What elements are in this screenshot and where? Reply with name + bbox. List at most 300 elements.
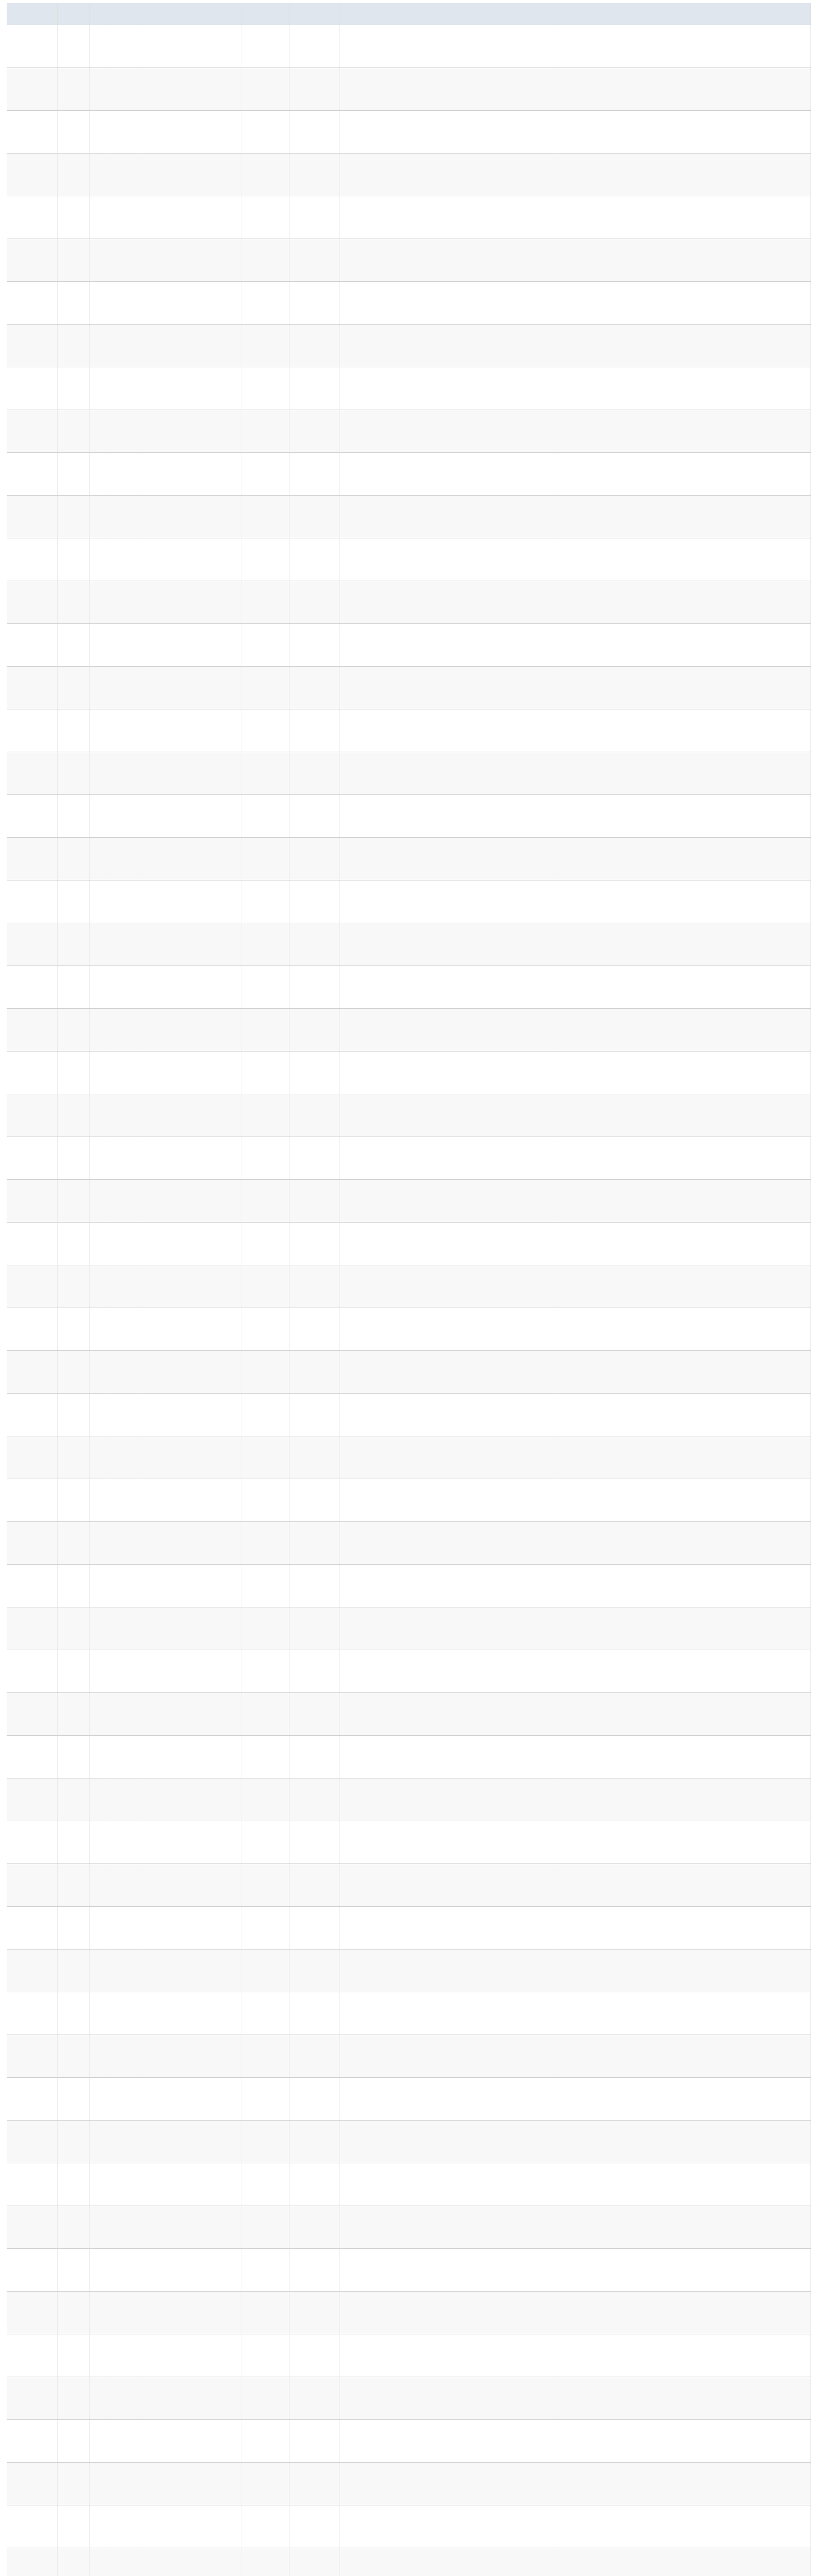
table-cell: [242, 1180, 289, 1223]
table-cell: [57, 1394, 89, 1436]
table-cell: [7, 1607, 57, 1650]
table-cell: [339, 1736, 519, 1778]
table-cell: [110, 923, 144, 966]
table-cell: [242, 795, 289, 838]
table-cell: [519, 1180, 554, 1223]
table-cell: [7, 1864, 57, 1907]
table-cell: [7, 2249, 57, 2292]
table-cell: [289, 410, 339, 453]
table-cell: [57, 752, 89, 795]
table-cell: [110, 667, 144, 709]
table-cell: [339, 1052, 519, 1094]
table-cell: [554, 1436, 810, 1479]
table-cell: [554, 1693, 810, 1736]
table-cell: [519, 1950, 554, 1992]
table-cell: [89, 325, 110, 367]
table-cell: [144, 2163, 242, 2206]
table-cell: [554, 1950, 810, 1992]
table-cell: [144, 111, 242, 154]
table-cell: [519, 367, 554, 410]
table-cell: [7, 367, 57, 410]
table-cell: [110, 581, 144, 624]
table-cell: [289, 111, 339, 154]
table-cell: [57, 538, 89, 581]
evidence-table: [7, 3, 811, 2576]
table-cell: [339, 1479, 519, 1522]
table-cell: [7, 1736, 57, 1778]
table-cell: [289, 2121, 339, 2163]
table-row: [7, 2463, 810, 2505]
table-row: [7, 1950, 810, 1992]
table-cell: [7, 496, 57, 538]
table-cell: [57, 2420, 89, 2463]
table-cell: [242, 1607, 289, 1650]
table-cell: [110, 1736, 144, 1778]
table-cell: [110, 25, 144, 68]
table-cell: [144, 795, 242, 838]
table-cell: [554, 2420, 810, 2463]
table-cell: [339, 1778, 519, 1821]
table-cell: [554, 1009, 810, 1052]
table-cell: [339, 2292, 519, 2334]
column-header: [242, 3, 289, 25]
table-cell: [110, 709, 144, 752]
table-cell: [339, 2078, 519, 2121]
table-cell: [57, 923, 89, 966]
table-cell: [554, 667, 810, 709]
table-cell: [144, 624, 242, 667]
table-cell: [110, 1351, 144, 1394]
table-cell: [554, 2035, 810, 2078]
table-cell: [110, 1522, 144, 1565]
table-cell: [339, 1864, 519, 1907]
table-row: [7, 1650, 810, 1693]
table-cell: [554, 581, 810, 624]
table-cell: [7, 1394, 57, 1436]
table-cell: [242, 2206, 289, 2249]
table-cell: [519, 68, 554, 111]
table-cell: [339, 282, 519, 325]
table-cell: [89, 1137, 110, 1180]
table-cell: [89, 923, 110, 966]
table-cell: [7, 2163, 57, 2206]
column-header: [89, 3, 110, 25]
table-cell: [289, 2206, 339, 2249]
table-cell: [242, 367, 289, 410]
table-cell: [89, 1607, 110, 1650]
table-row: [7, 1094, 810, 1137]
table-cell: [242, 453, 289, 496]
table-cell: [57, 1522, 89, 1565]
table-cell: [144, 196, 242, 239]
table-cell: [57, 1607, 89, 1650]
table-cell: [110, 1223, 144, 1265]
table-cell: [339, 1436, 519, 1479]
table-cell: [57, 880, 89, 923]
table-cell: [89, 282, 110, 325]
table-cell: [89, 2249, 110, 2292]
table-cell: [57, 1736, 89, 1778]
table-cell: [519, 2163, 554, 2206]
table-cell: [144, 1137, 242, 1180]
table-cell: [89, 1992, 110, 2035]
table-cell: [7, 1052, 57, 1094]
table-cell: [144, 2078, 242, 2121]
table-cell: [339, 2163, 519, 2206]
table-cell: [289, 2377, 339, 2420]
table-cell: [554, 2377, 810, 2420]
table-cell: [144, 1479, 242, 1522]
table-cell: [110, 2505, 144, 2548]
table-cell: [89, 1094, 110, 1137]
table-cell: [144, 2035, 242, 2078]
table-cell: [519, 1094, 554, 1137]
table-cell: [89, 25, 110, 68]
table-cell: [289, 367, 339, 410]
table-cell: [519, 667, 554, 709]
table-cell: [7, 1778, 57, 1821]
table-cell: [289, 154, 339, 196]
table-cell: [289, 68, 339, 111]
table-cell: [554, 2463, 810, 2505]
table-cell: [89, 1265, 110, 1308]
table-cell: [110, 282, 144, 325]
table-cell: [89, 1180, 110, 1223]
table-cell: [554, 325, 810, 367]
table-cell: [339, 838, 519, 880]
table-cell: [110, 68, 144, 111]
table-cell: [57, 838, 89, 880]
table-cell: [57, 2206, 89, 2249]
table-row: [7, 1522, 810, 1565]
table-cell: [7, 1565, 57, 1607]
table-cell: [110, 367, 144, 410]
table-cell: [289, 1864, 339, 1907]
table-cell: [242, 1436, 289, 1479]
table-cell: [7, 1436, 57, 1479]
table-cell: [89, 795, 110, 838]
table-cell: [57, 709, 89, 752]
table-cell: [339, 1308, 519, 1351]
table-cell: [519, 1693, 554, 1736]
table-cell: [289, 581, 339, 624]
table-cell: [144, 2292, 242, 2334]
table-cell: [339, 1693, 519, 1736]
table-cell: [110, 880, 144, 923]
table-cell: [7, 1821, 57, 1864]
table-cell: [110, 410, 144, 453]
table-cell: [242, 68, 289, 111]
table-cell: [144, 325, 242, 367]
table-row: [7, 1394, 810, 1436]
table-cell: [89, 2078, 110, 2121]
table-cell: [289, 2035, 339, 2078]
table-row: [7, 1864, 810, 1907]
table-cell: [519, 1436, 554, 1479]
table-cell: [519, 1394, 554, 1436]
table-cell: [554, 2206, 810, 2249]
table-row: [7, 838, 810, 880]
table-cell: [144, 1265, 242, 1308]
column-header: [7, 3, 57, 25]
table-cell: [144, 709, 242, 752]
table-cell: [289, 196, 339, 239]
table-cell: [554, 154, 810, 196]
table-cell: [289, 923, 339, 966]
table-cell: [519, 2249, 554, 2292]
table-cell: [89, 2334, 110, 2377]
table-cell: [554, 2292, 810, 2334]
table-row: [7, 1265, 810, 1308]
table-row: [7, 880, 810, 923]
table-cell: [289, 538, 339, 581]
table-cell: [519, 966, 554, 1009]
table-cell: [339, 325, 519, 367]
table-row: [7, 1009, 810, 1052]
table-cell: [289, 1137, 339, 1180]
table-cell: [144, 752, 242, 795]
table-cell: [144, 410, 242, 453]
table-row: [7, 1778, 810, 1821]
table-body: [7, 25, 810, 2576]
table-cell: [554, 709, 810, 752]
table-cell: [7, 923, 57, 966]
table-cell: [554, 1479, 810, 1522]
table-cell: [339, 196, 519, 239]
table-cell: [339, 2121, 519, 2163]
table-cell: [554, 1394, 810, 1436]
table-cell: [554, 1052, 810, 1094]
table-cell: [242, 239, 289, 282]
table-cell: [110, 2206, 144, 2249]
table-cell: [110, 154, 144, 196]
table-cell: [7, 1009, 57, 1052]
table-row: [7, 2121, 810, 2163]
table-cell: [89, 1052, 110, 1094]
table-cell: [57, 453, 89, 496]
table-row: [7, 239, 810, 282]
table-cell: [554, 1607, 810, 1650]
table-cell: [57, 2292, 89, 2334]
table-row: [7, 2334, 810, 2377]
table-cell: [89, 496, 110, 538]
table-cell: [289, 1950, 339, 1992]
table-cell: [519, 111, 554, 154]
table-cell: [339, 923, 519, 966]
table-cell: [89, 880, 110, 923]
table-cell: [519, 880, 554, 923]
table-cell: [144, 2206, 242, 2249]
table-cell: [289, 325, 339, 367]
table-cell: [289, 1479, 339, 1522]
table-cell: [89, 1693, 110, 1736]
table-cell: [144, 2548, 242, 2576]
table-cell: [242, 1265, 289, 1308]
table-cell: [289, 795, 339, 838]
table-cell: [144, 966, 242, 1009]
table-cell: [289, 1522, 339, 1565]
table-row: [7, 1736, 810, 1778]
table-cell: [242, 1565, 289, 1607]
table-cell: [89, 2463, 110, 2505]
table-cell: [144, 838, 242, 880]
table-cell: [519, 624, 554, 667]
table-cell: [57, 2334, 89, 2377]
table-cell: [144, 2377, 242, 2420]
table-cell: [57, 1778, 89, 1821]
table-cell: [242, 154, 289, 196]
table-cell: [7, 1265, 57, 1308]
table-cell: [242, 1479, 289, 1522]
table-cell: [519, 1308, 554, 1351]
table-cell: [554, 1907, 810, 1950]
table-cell: [289, 1094, 339, 1137]
table-cell: [144, 667, 242, 709]
table-row: [7, 1137, 810, 1180]
table-cell: [89, 1950, 110, 1992]
table-cell: [110, 1308, 144, 1351]
table-cell: [339, 2249, 519, 2292]
table-cell: [89, 1650, 110, 1693]
table-row: [7, 1821, 810, 1864]
table-cell: [242, 581, 289, 624]
table-cell: [519, 1351, 554, 1394]
table-cell: [242, 2420, 289, 2463]
table-cell: [289, 1607, 339, 1650]
table-cell: [554, 1821, 810, 1864]
table-cell: [339, 453, 519, 496]
table-cell: [89, 1223, 110, 1265]
table-cell: [519, 2548, 554, 2576]
table-cell: [339, 1223, 519, 1265]
table-cell: [289, 1736, 339, 1778]
table-cell: [289, 1394, 339, 1436]
table-row: [7, 1479, 810, 1522]
table-cell: [144, 923, 242, 966]
table-cell: [519, 25, 554, 68]
table-cell: [242, 410, 289, 453]
table-cell: [339, 2377, 519, 2420]
table-cell: [242, 1778, 289, 1821]
table-cell: [57, 581, 89, 624]
table-cell: [7, 2334, 57, 2377]
table-cell: [519, 838, 554, 880]
table-cell: [144, 1351, 242, 1394]
table-cell: [289, 624, 339, 667]
table-cell: [57, 1265, 89, 1308]
table-cell: [242, 624, 289, 667]
table-cell: [289, 1821, 339, 1864]
table-row: [7, 1565, 810, 1607]
column-header: [110, 3, 144, 25]
table-cell: [339, 709, 519, 752]
table-cell: [519, 2292, 554, 2334]
table-cell: [339, 2505, 519, 2548]
table-cell: [144, 1009, 242, 1052]
table-cell: [110, 2035, 144, 2078]
table-cell: [339, 1265, 519, 1308]
table-cell: [7, 880, 57, 923]
column-header: [144, 3, 242, 25]
table-cell: [7, 1180, 57, 1223]
table-cell: [519, 1479, 554, 1522]
table-cell: [519, 154, 554, 196]
table-cell: [110, 1009, 144, 1052]
table-cell: [110, 1950, 144, 1992]
table-cell: [554, 453, 810, 496]
table-cell: [242, 2035, 289, 2078]
table-cell: [7, 1950, 57, 1992]
table-row: [7, 25, 810, 68]
table-cell: [57, 624, 89, 667]
table-row: [7, 923, 810, 966]
table-cell: [144, 1693, 242, 1736]
table-row: [7, 2206, 810, 2249]
table-cell: [289, 838, 339, 880]
column-header: [289, 3, 339, 25]
table-cell: [57, 111, 89, 154]
table-cell: [110, 1907, 144, 1950]
table-cell: [519, 581, 554, 624]
table-cell: [554, 496, 810, 538]
table-row: [7, 795, 810, 838]
table-cell: [144, 282, 242, 325]
table-cell: [242, 1522, 289, 1565]
table-cell: [57, 2548, 89, 2576]
table-cell: [89, 453, 110, 496]
table-cell: [339, 1821, 519, 1864]
table-cell: [110, 453, 144, 496]
table-cell: [89, 367, 110, 410]
table-row: [7, 1052, 810, 1094]
table-cell: [339, 2035, 519, 2078]
table-cell: [144, 1992, 242, 2035]
table-cell: [339, 624, 519, 667]
table-cell: [57, 1436, 89, 1479]
table-cell: [57, 1137, 89, 1180]
table-cell: [110, 1052, 144, 1094]
table-cell: [242, 496, 289, 538]
table-cell: [7, 1907, 57, 1950]
column-header: [554, 3, 810, 25]
table-cell: [289, 1351, 339, 1394]
table-cell: [339, 239, 519, 282]
table-cell: [110, 2463, 144, 2505]
table-cell: [110, 1992, 144, 2035]
table-cell: [242, 2078, 289, 2121]
table-cell: [144, 1607, 242, 1650]
table-cell: [339, 154, 519, 196]
table-cell: [554, 838, 810, 880]
table-cell: [554, 410, 810, 453]
table-cell: [57, 1907, 89, 1950]
table-cell: [110, 111, 144, 154]
table-cell: [110, 2078, 144, 2121]
table-cell: [7, 2292, 57, 2334]
table-cell: [519, 2078, 554, 2121]
table-cell: [110, 1693, 144, 1736]
table-cell: [7, 2548, 57, 2576]
table-cell: [289, 752, 339, 795]
table-row: [7, 2420, 810, 2463]
table-cell: [89, 966, 110, 1009]
table-cell: [89, 1778, 110, 1821]
table-cell: [57, 282, 89, 325]
table-cell: [89, 624, 110, 667]
table-cell: [144, 1394, 242, 1436]
table-cell: [242, 1950, 289, 1992]
table-cell: [554, 1094, 810, 1137]
